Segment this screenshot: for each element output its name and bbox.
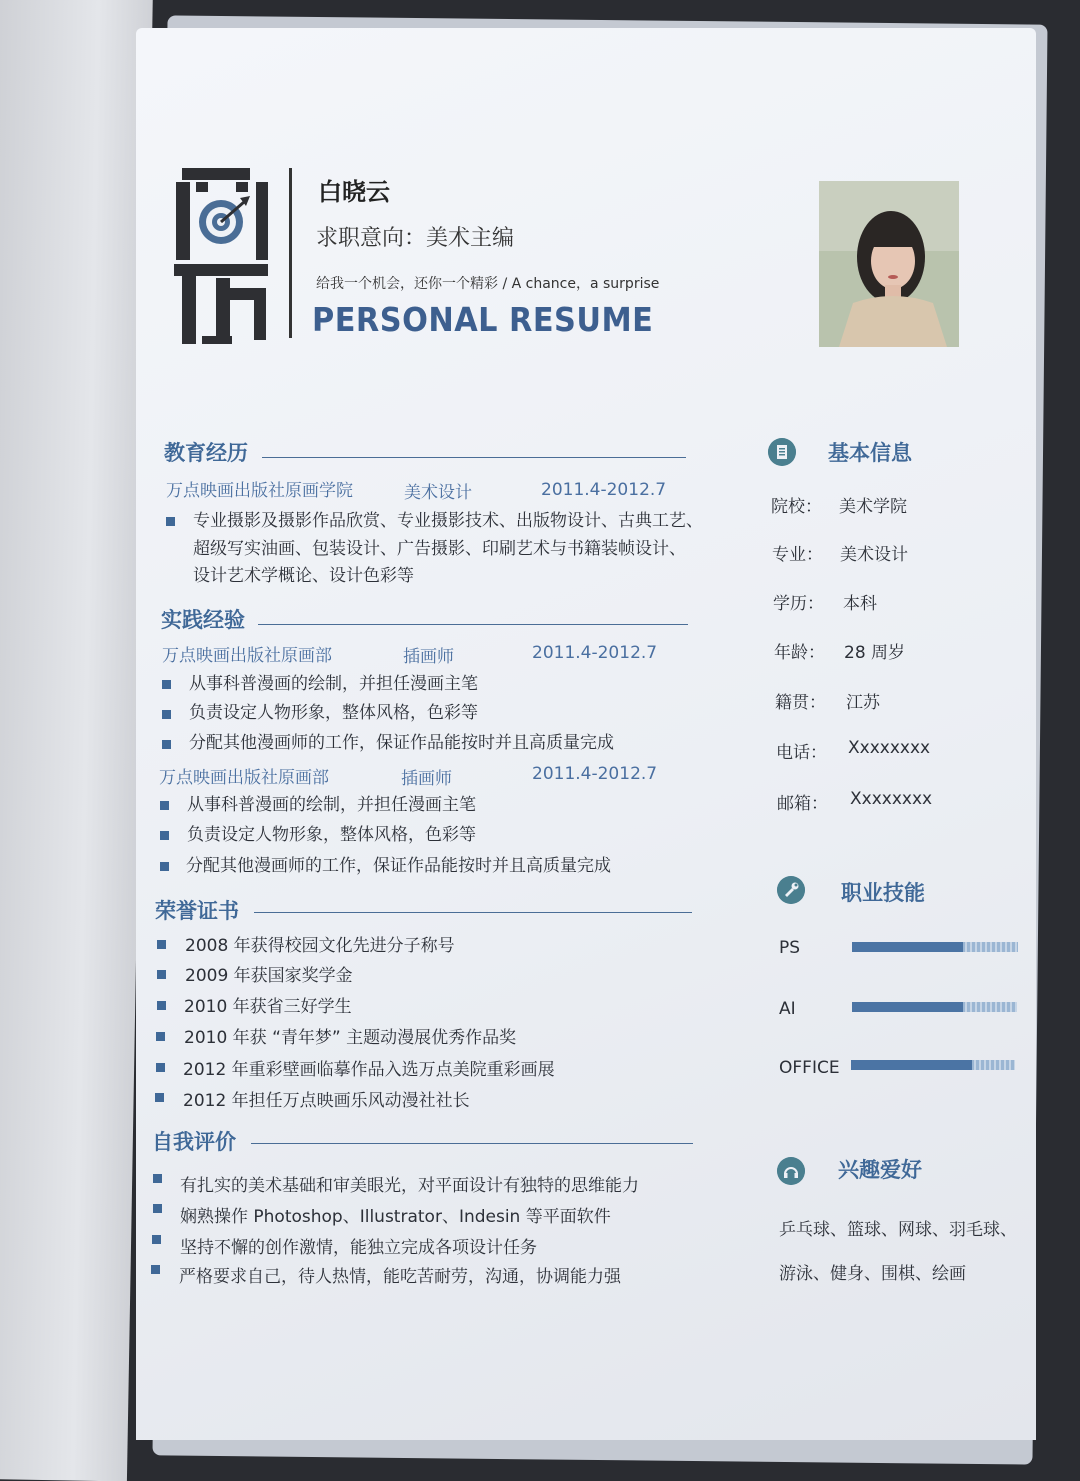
self-eval-item: 严格要求自己，待人热情，能吃苦耐劳，沟通，协调能力强 (179, 1267, 621, 1287)
bullet (156, 1063, 165, 1072)
education-course-line: 设计艺术学概论、设计色彩等 (193, 566, 414, 586)
education-period: 2011.4-2012.7 (541, 480, 667, 500)
hobbies-line: 游泳、健身、围棋、绘画 (779, 1264, 966, 1284)
education-major: 美术设计 (404, 483, 472, 503)
info-label: 邮箱： (777, 794, 828, 814)
info-value: 本科 (843, 594, 877, 614)
bullet (160, 801, 169, 810)
self-eval-divider (251, 1143, 693, 1144)
info-value: 美术设计 (840, 545, 908, 565)
education-course-line: 超级写实油画、包装设计、广告摄影、印刷艺术与书籍装帧设计、 (193, 539, 686, 559)
job-org: 万点映画出版社原画部 (162, 646, 332, 666)
basic-info-title: 基本信息 (828, 441, 912, 465)
bullet (153, 1174, 162, 1183)
bullet (157, 940, 166, 949)
job-duty: 分配其他漫画师的工作，保证作品能按时并且高质量完成 (189, 733, 614, 753)
skill-label: AI (779, 999, 796, 1019)
job-duty: 从事科普漫画的绘制，并担任漫画主笔 (187, 795, 476, 815)
skill-bar (852, 942, 1018, 952)
bullet (162, 740, 171, 749)
tools-icon (777, 876, 805, 904)
honors-divider (254, 912, 692, 913)
job-role: 插画师 (403, 647, 454, 667)
bullet (162, 680, 171, 689)
info-label: 电话： (776, 743, 827, 763)
job-period: 2011.4-2012.7 (532, 643, 658, 663)
education-title: 教育经历 (164, 441, 248, 465)
bullet (155, 1093, 164, 1102)
bullet (157, 970, 166, 979)
bullet (160, 862, 169, 871)
job-period: 2011.4-2012.7 (532, 764, 658, 784)
education-course-line: 专业摄影及摄影作品欣赏、专业摄影技术、出版物设计、古典工艺、 (193, 511, 703, 531)
candidate-name: 白晓云 (318, 178, 390, 206)
job-role: 插画师 (401, 769, 452, 789)
bullet (153, 1204, 162, 1213)
slogan: 给我一个机会，还你一个精彩 / A chance，a surprise (316, 276, 660, 292)
info-label: 专业： (772, 545, 823, 565)
practice-title: 实践经验 (161, 608, 245, 632)
info-value: 28 周岁 (844, 643, 906, 663)
bullet (166, 517, 175, 526)
resume-logo (172, 160, 272, 350)
headphones-icon (777, 1157, 805, 1185)
bullet (162, 710, 171, 719)
skill-label: PS (779, 938, 801, 958)
honors-title: 荣誉证书 (155, 899, 239, 923)
education-divider (262, 457, 686, 458)
info-label: 年龄： (774, 643, 825, 663)
info-label: 籍贯： (775, 693, 826, 713)
skill-bar (851, 1060, 1015, 1070)
facing-page (0, 0, 153, 1481)
self-eval-title: 自我评价 (152, 1130, 236, 1154)
hobbies-line: 乒乓球、篮球、网球、羽毛球、 (779, 1220, 1017, 1240)
hobbies-title: 兴趣爱好 (838, 1158, 922, 1182)
practice-divider (258, 624, 688, 625)
self-eval-item: 娴熟操作 Photoshop、Illustrator、Indesin 等平面软件 (180, 1207, 611, 1227)
honor-item: 2010 年获 “青年梦” 主题动漫展优秀作品奖 (184, 1028, 517, 1048)
skill-bar (852, 1002, 1017, 1012)
skill-label: OFFICE (779, 1058, 840, 1078)
info-value: Xxxxxxxx (848, 738, 931, 758)
skill-bar-fill (852, 1002, 963, 1012)
job-duty: 从事科普漫画的绘制，并担任漫画主笔 (189, 674, 478, 694)
bullet (152, 1235, 161, 1244)
bullet (151, 1265, 160, 1274)
skill-bar-fill (852, 942, 963, 952)
info-value: 美术学院 (839, 497, 907, 517)
honor-item: 2009 年获国家奖学金 (185, 966, 353, 986)
info-label: 院校： (771, 497, 822, 517)
info-value: Xxxxxxxx (850, 789, 933, 809)
self-eval-item: 有扎实的美术基础和审美眼光，对平面设计有独特的思维能力 (180, 1176, 639, 1196)
job-duty: 负责设定人物形象，整体风格，色彩等 (187, 825, 476, 845)
honor-item: 2012 年担任万点映画乐风动漫社社长 (183, 1091, 470, 1111)
info-value: 江苏 (846, 693, 880, 713)
personal-resume-title: PERSONAL RESUME (312, 300, 654, 339)
self-eval-item: 坚持不懈的创作激情，能独立完成各项设计任务 (180, 1238, 537, 1258)
honor-item: 2008 年获得校园文化先进分子称号 (185, 936, 455, 956)
honor-item: 2010 年获省三好学生 (184, 997, 352, 1017)
skill-bar-fill (851, 1060, 972, 1070)
target-icon (199, 196, 250, 244)
bullet (157, 1001, 166, 1010)
education-school: 万点映画出版社原画学院 (166, 481, 353, 501)
job-duty: 负责设定人物形象，整体风格，色彩等 (189, 703, 478, 723)
bullet (156, 1032, 165, 1041)
bullet (160, 831, 169, 840)
header-divider (289, 168, 292, 338)
job-intent: 求职意向：美术主编 (316, 226, 515, 251)
skills-title: 职业技能 (841, 881, 925, 905)
honor-item: 2012 年重彩壁画临摹作品入选万点美院重彩画展 (183, 1060, 555, 1080)
info-label: 学历： (773, 594, 824, 614)
document-icon (768, 438, 796, 466)
job-org: 万点映画出版社原画部 (159, 768, 329, 788)
portrait-photo (819, 181, 959, 347)
job-duty: 分配其他漫画师的工作，保证作品能按时并且高质量完成 (186, 856, 611, 876)
